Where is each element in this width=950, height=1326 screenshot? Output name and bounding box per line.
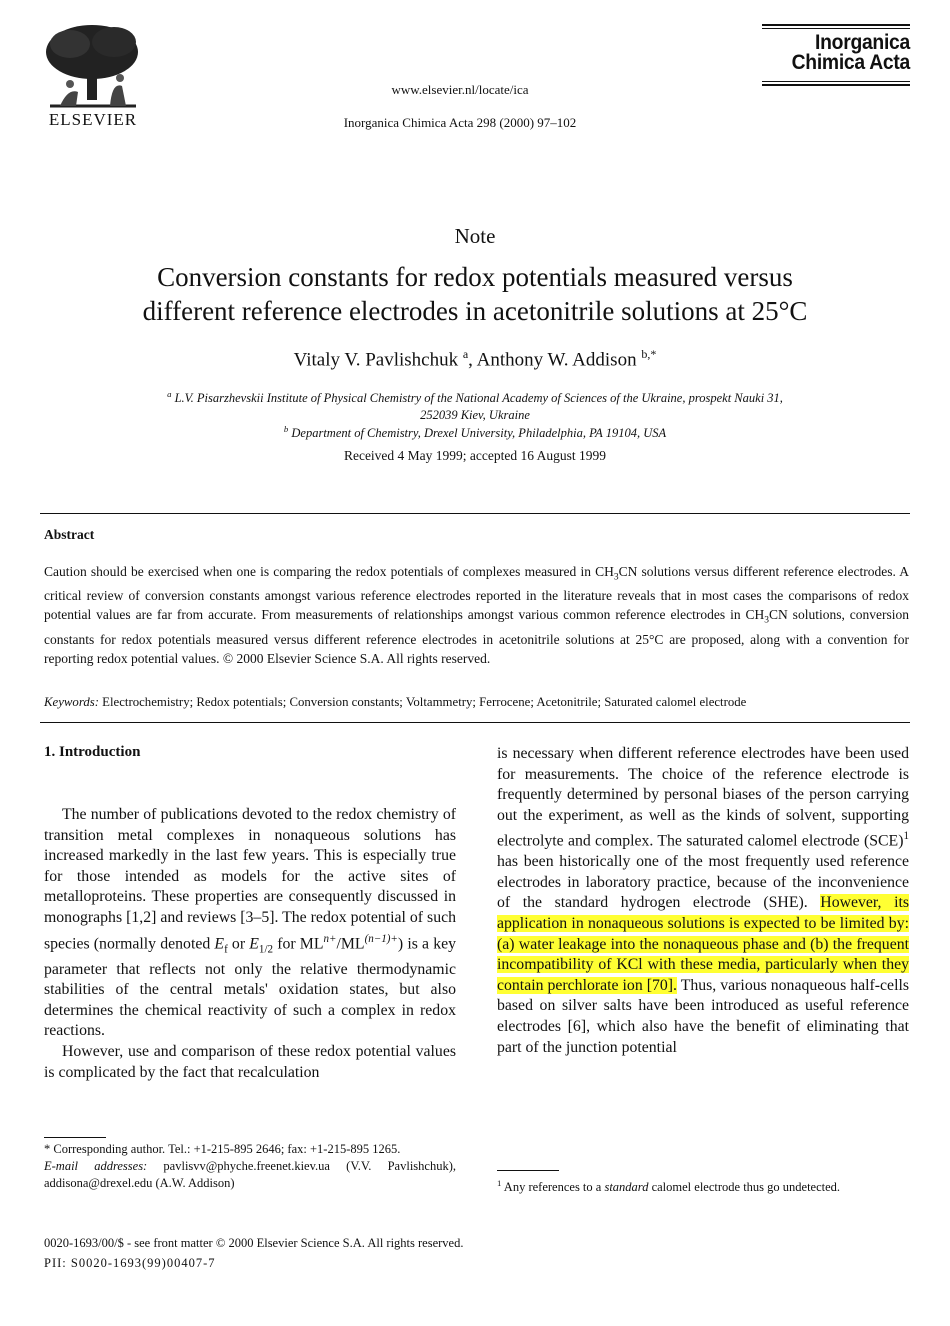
affiliation-a: $^a$ L.V. Pisarzhevskii Institute of Physical Chemistry of the National Academy of Sciences of the Ukraine, prospekt Nauki 31, 252039 Kiev, Ukraine	[167, 389, 783, 423]
left-footnotes	[44, 1137, 456, 1192]
section-heading: 1. Introduction	[44, 744, 141, 760]
abstract-heading: Abstract	[44, 527, 95, 542]
pii-line: PII: S0020-1693(99)00407-7	[44, 1256, 216, 1270]
abstract-text: Caution should be exercised when one is comparing the redox potentials of complexes measured in $CH_3CN$ solutions versus different reference electrodes. A critical review of conversion constants amongst various reference electrodes reported in the literature reveals that in most cases the comparisons of redox potential values are far from accurate. From measurements of relationships amongst various common reference electrodes in $CH_3CN$ solutions, conversion constants for redox potentials measured versus different reference electrodes in acetonitrile solutions at 25°C are proposed, along with a convention for reporting redox potential values. © 2000 Elsevier Science S.A. All rights reserved.	[44, 564, 910, 666]
paragraph: However, use and comparison of these redox potential values is complicated by the fact that recalculation	[44, 1042, 456, 1081]
email-note: E-mail addresses: pavlisvv@phyche.freenet.kiev.ua (V.V. Pavlishchuk), addisona@drexel.edu (A.W. Addison)	[44, 1159, 457, 1190]
intro-left-column	[44, 805, 456, 1083]
divider	[40, 722, 910, 723]
journal-title: Inorganica Chimica Acta	[791, 31, 910, 74]
footnote-1: $^1$ Any references to a standard calomel electrode thus go undetected.	[497, 1178, 841, 1195]
keywords: Keywords: Electrochemistry; Redox potentials; Conversion constants; Voltammetry; Ferrocene; Acetonitrile; Saturated calomel electrode	[44, 695, 747, 709]
intro-right-column	[497, 744, 909, 1058]
copyright-line: 0020-1693/00/$ - see front matter © 2000 Elsevier Science S.A. All rights reserved.	[44, 1236, 464, 1250]
elsevier-logo-text: ELSEVIER	[48, 110, 138, 129]
divider	[40, 513, 910, 514]
paragraph: The number of publications devoted to the redox chemistry of transition metal complexes in nonaqueous solutions has increased markedly in the last few years. This is especially true for those intended as models for the active sites of metalloproteins. These properties are consequently discussed in monographs [1,2] and reviews [3–5]. The redox potential of such species (normally denoted $E_f$ or $E_{1/2}$ for $ML^{n+}/ML^{(n-1)+}$) is a key parameter that reflects not only the relative thermodynamic stabilities of the central metals' oxidation states, but also determines the chemical reactivity of such a complex in redox reactions.	[44, 806, 457, 1040]
article-title: Conversion constants for redox potentials measured versus different reference electrodes in acetonitrile solutions at 25°C	[142, 262, 808, 326]
author-list: Vitaly V. Pavlishchuk $^a$, Anthony W. Addison $^{b,*}$	[293, 347, 657, 371]
journal-url[interactable]: www.elsevier.nl/locate/ica	[391, 82, 529, 97]
journal-citation: Inorganica Chimica Acta 298 (2000) 97–102	[343, 115, 577, 130]
article-type: Note	[454, 224, 496, 248]
right-footnotes	[497, 1170, 909, 1196]
journal-masthead	[762, 22, 910, 88]
paragraph: is necessary when different reference electrodes have been used for measurements. The choice of the reference electrode is frequently determined by personal biases of the person carrying out the experiment, as well as the kinds of solvent, supporting electrolyte and complex. The saturated calomel electrode (SCE)$^1$ has been historically one of the most frequently used reference electrodes in laboratory practice, because of the inconvenience of the standard hydrogen electrode (SHE). However, its application in nonaqueous solutions is expected to be limited by: (a) water leakage into the nonaqueous phase and (b) the frequent incompatibility of KCl with these media, particularly when they contain perchlorate ion [70]. Thus, various nonaqueous half-cells based on silver salts have been introduced as useful reference electrodes [6], which also have the benefit of eliminating that part of the junction potential	[497, 745, 909, 1056]
highlighted-text[interactable]: However, its application in nonaqueous solutions is expected to be limited by: (a) water leakage into the nonaqueous phase and (b) the frequent incompatibility of KCl with these media, particularly when they contain perchlorate ion [70].	[497, 894, 909, 994]
author-name: Anthony W. Addison	[476, 349, 637, 371]
corresponding-author-note: * Corresponding author. Tel.: +1-215-895 2646; fax: +1-215-895 1265.	[44, 1142, 401, 1156]
affiliation-b: $^b$ Department of Chemistry, Drexel University, Philadelphia, PA 19104, USA	[283, 424, 667, 441]
author-name: Vitaly V. Pavlishchuk	[293, 349, 459, 371]
elsevier-tree-logo	[40, 22, 146, 110]
received-dates: Received 4 May 1999; accepted 16 August 1999	[343, 448, 607, 463]
